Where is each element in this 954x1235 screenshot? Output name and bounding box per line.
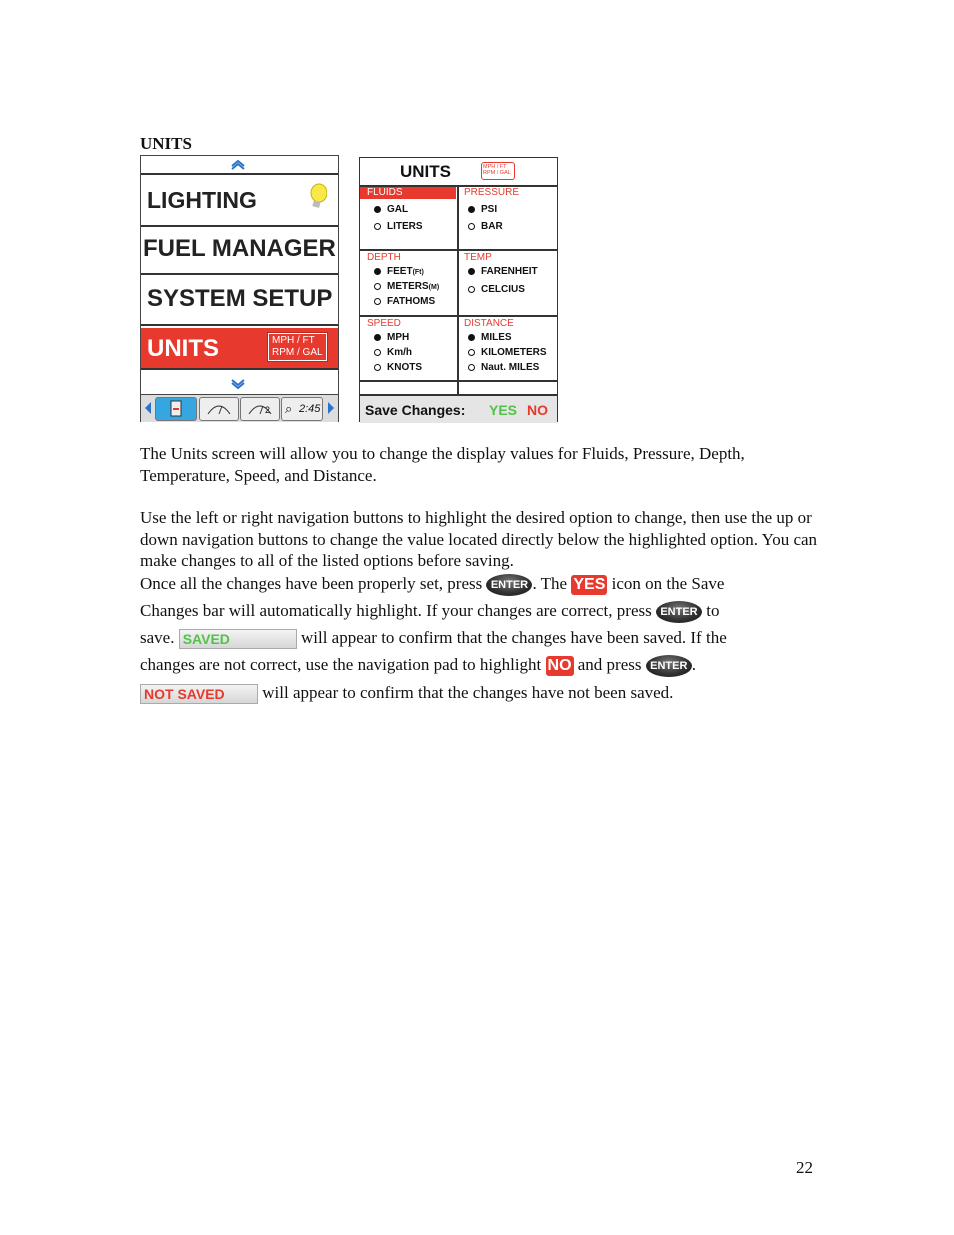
option-label: BAR [481, 221, 503, 232]
not-saved-badge: NOT SAVED [140, 684, 258, 704]
option-label: METERS [387, 281, 429, 292]
yes-option: YES [489, 402, 518, 418]
text-line [140, 574, 724, 596]
option-suffix: (Ft) [412, 269, 424, 276]
option-label: GAL [387, 204, 409, 215]
radio-icon [374, 298, 381, 305]
option-fathoms [360, 294, 456, 309]
menu-item-units [141, 328, 338, 370]
option-label: Km/h [387, 347, 412, 358]
option-label: MILES [481, 332, 512, 343]
pressure-label: PRESSURE [464, 187, 520, 198]
chevron-down-icon [231, 379, 245, 389]
radio-icon [468, 364, 475, 371]
no-icon: NO [547, 657, 572, 675]
text-fragment: . The [532, 574, 572, 593]
option-kmh [360, 345, 456, 360]
menu-item-system-setup [141, 275, 338, 326]
speed-label: SPEED [367, 318, 401, 329]
save-changes-label: Save Changes: [365, 402, 466, 418]
option-mph [360, 330, 456, 345]
pressure-section [459, 187, 555, 234]
option-suffix: (M) [428, 284, 440, 291]
radio-icon [468, 223, 475, 230]
text-line [140, 655, 696, 677]
units-tag [268, 333, 327, 361]
option-farenheit [459, 264, 555, 279]
option-label: FATHOMS [387, 296, 436, 307]
distance-label: DISTANCE [464, 318, 514, 329]
menu-item-label: FUEL MANAGER [143, 235, 336, 262]
lightbulb-icon [307, 183, 327, 211]
text-line [140, 601, 719, 623]
menu-item-lighting [141, 173, 338, 227]
distance-section [459, 318, 555, 375]
toolbar-segment-gauge-1 [199, 397, 239, 421]
temp-label: TEMP [464, 252, 492, 263]
units-screen-title: UNITS [400, 162, 451, 181]
menu-item-label: LIGHTING [147, 187, 257, 213]
text-fragment: changes are not correct, use the navigation pad to highlight [140, 655, 546, 674]
option-gal [360, 202, 456, 217]
save-changes-bar [360, 394, 557, 423]
radio-selected-icon [374, 206, 381, 213]
units-screen-image [359, 157, 558, 422]
text-line [140, 628, 727, 649]
option-miles [459, 330, 555, 345]
saved-badge: SAVED [179, 629, 297, 649]
menu-item-fuel-manager [141, 225, 338, 275]
option-label: FARENHEIT [481, 266, 538, 277]
option-feet [360, 264, 456, 279]
text-fragment: save. [140, 628, 179, 647]
radio-selected-icon [468, 268, 475, 275]
text-fragment: icon on the Save [607, 574, 725, 593]
radio-icon [468, 286, 475, 293]
radio-selected-icon [374, 334, 381, 341]
radio-selected-icon [468, 206, 475, 213]
bottom-toolbar [141, 394, 338, 422]
radio-icon [374, 364, 381, 371]
yes-icon: YES [573, 576, 606, 594]
radio-selected-icon [468, 334, 475, 341]
option-knots [360, 360, 456, 375]
option-label: PSI [481, 204, 498, 215]
gauge-icon [206, 402, 232, 416]
units-tag-line: RPM / GAL [272, 347, 323, 358]
option-label: CELCIUS [481, 284, 525, 295]
gauge-index: 2 [265, 405, 271, 415]
radio-icon [374, 349, 381, 356]
page-number: 22 [796, 1158, 813, 1177]
chevron-up-icon [231, 160, 245, 170]
option-label: KNOTS [387, 362, 422, 373]
enter-button-icon: ENTER [656, 601, 702, 623]
option-bar [459, 219, 555, 234]
magnifier-icon: ⌕ [285, 401, 293, 416]
fuel-gauge-icon [170, 400, 182, 417]
text-line [140, 683, 673, 704]
text-fragment: and press [573, 655, 646, 674]
radio-icon [374, 223, 381, 230]
fluids-section [360, 187, 456, 234]
option-label: LITERS [387, 221, 423, 232]
option-meters [360, 279, 456, 294]
option-liters [360, 219, 456, 234]
option-psi [459, 202, 555, 217]
temp-section [459, 252, 555, 297]
text-fragment: will appear to confirm that the changes have not been saved. [258, 683, 674, 702]
text-fragment: to [701, 601, 720, 620]
text-fragment: Changes bar will automatically highlight. If your changes are correct, press [140, 601, 656, 620]
option-label: FEET [387, 266, 413, 277]
text-fragment: will appear to confirm that the changes have been saved. If the [296, 628, 727, 647]
paragraph-intro: The Units screen will allow you to change the display values for Fluids, Pressure, Depth, Temperature, Speed, and Distance. [140, 444, 745, 485]
option-label: Naut. MILES [481, 362, 540, 373]
text-fragment: . [691, 655, 696, 674]
option-kilometers [459, 345, 555, 360]
radio-icon [374, 283, 381, 290]
speed-section [360, 318, 456, 375]
fluids-label: FLUIDS [360, 187, 456, 199]
enter-button-icon: ENTER [646, 655, 692, 677]
menu-item-label: UNITS [147, 335, 219, 362]
arrow-right-icon [327, 401, 335, 415]
toolbar-segment-gauges [155, 397, 197, 421]
units-tag-line: MPH / FT [272, 335, 315, 346]
toolbar-segment-gauge-2 [240, 397, 280, 421]
radio-selected-icon [374, 268, 381, 275]
paragraph-instructions: Use the left or right navigation buttons to highlight the desired option to change, then use the up or down navigation buttons to change the value located directly below the highlighted option. You can make changes to all of the listed options before saving. [140, 508, 818, 570]
menu-screen-image [140, 155, 339, 422]
menu-item-label: SYSTEM SETUP [147, 285, 333, 312]
arrow-left-icon [144, 401, 152, 415]
no-option: NO [527, 402, 548, 418]
depth-section [360, 252, 456, 309]
radio-icon [468, 349, 475, 356]
clock-readout: 2:45 [299, 403, 321, 415]
units-screen-tag [481, 162, 515, 180]
section-heading: UNITS [140, 134, 192, 153]
units-tag-line: MPH / FT [483, 164, 507, 170]
enter-button-icon: ENTER [486, 574, 532, 596]
option-label: MPH [387, 332, 410, 343]
toolbar-segment-clock [281, 397, 323, 421]
option-label: KILOMETERS [481, 347, 547, 358]
option-naut-miles [459, 360, 555, 375]
option-celcius [459, 282, 555, 297]
depth-label: DEPTH [367, 252, 401, 263]
text-fragment: Once all the changes have been properly set, press [140, 574, 487, 593]
units-tag-line: RPM / GAL [483, 170, 511, 176]
